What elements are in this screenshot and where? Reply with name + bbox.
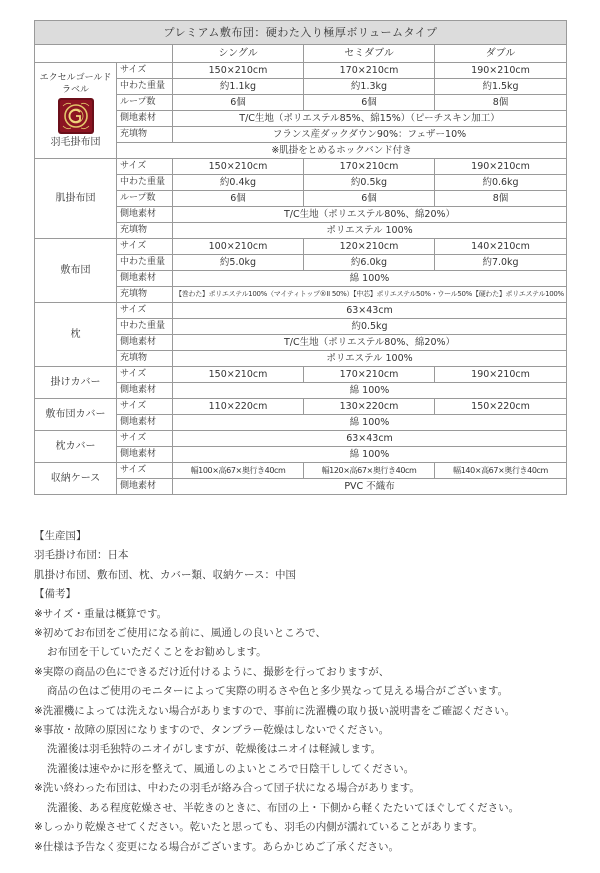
row-label: 中わた重量 — [117, 175, 173, 191]
value-cell: 6個 — [304, 191, 435, 207]
value-cell: 6個 — [173, 191, 304, 207]
value-cell: T/C生地（ポリエステル80%、綿20%） — [173, 335, 567, 351]
note-line: 洗濯後、ある程度乾燥させ、半乾きのときに、布団の上・下側から軽くたたいてほぐしてください。 — [47, 801, 520, 814]
value-cell: 約0.5kg — [173, 319, 567, 335]
value-cell: 170×210cm — [304, 367, 435, 383]
table-row — [35, 431, 567, 447]
column-header: セミダブル — [304, 45, 435, 63]
note-line: ※洗濯機によっては洗えない場合がありますので、事前に洗濯機の取り扱い説明書をご確認ください。 — [34, 704, 516, 717]
value-cell: PVC 不織布 — [173, 479, 567, 495]
row-label: 中わた重量 — [117, 255, 173, 271]
value-cell: 110×220cm — [173, 399, 304, 415]
label-badge-icon — [58, 98, 94, 134]
table-row — [35, 159, 567, 175]
value-cell: 63×43cm — [173, 431, 567, 447]
row-label: サイズ — [117, 399, 173, 415]
value-cell: 150×210cm — [173, 63, 304, 79]
product-name: 収納ケース — [50, 472, 101, 484]
value-cell: 幅140×高67×奥行き40cm — [435, 463, 567, 479]
value-cell: 約1.5kg — [435, 79, 567, 95]
column-header: ダブル — [435, 45, 567, 63]
row-label: サイズ — [117, 63, 173, 79]
note-line: 肌掛け布団、敷布団、枕、カバー類、収納ケース：中国 — [34, 568, 296, 581]
value-cell: 190×210cm — [435, 367, 567, 383]
value-cell: 約0.5kg — [304, 175, 435, 191]
row-label: 側地素材 — [117, 111, 173, 127]
row-note: ※肌掛をとめるホックバンド付き — [117, 143, 567, 159]
value-cell: 約1.3kg — [304, 79, 435, 95]
notes-section — [34, 527, 594, 857]
value-cell: T/C生地（ポリエステル80%、綿20%） — [173, 207, 567, 223]
value-cell: 【巻わた】ポリエステル100%（マイティトップ®II 50%）【中芯】ポリエステル50%・ウール50%【硬わた】ポリエステル100% — [173, 287, 567, 303]
row-label: 側地素材 — [117, 479, 173, 495]
value-cell: ポリエステル 100% — [173, 223, 567, 239]
title-row — [35, 21, 567, 45]
value-cell: 6個 — [304, 95, 435, 111]
product-name: 枕カバー — [55, 440, 96, 452]
value-cell: 約5.0kg — [173, 255, 304, 271]
value-cell: 約6.0kg — [304, 255, 435, 271]
spec-table — [34, 20, 567, 495]
product-name: 敷布団 — [60, 264, 91, 276]
value-cell: 約1.1kg — [173, 79, 304, 95]
row-label: 中わた重量 — [117, 79, 173, 95]
row-label: 側地素材 — [117, 415, 173, 431]
value-cell: 綿 100% — [173, 415, 567, 431]
badge-label: エクセルゴールドラベル — [39, 73, 112, 95]
value-cell: 170×210cm — [304, 159, 435, 175]
table-row — [35, 399, 567, 415]
value-cell: 幅100×高67×奥行き40cm — [173, 463, 304, 479]
value-cell: 6個 — [173, 95, 304, 111]
product-name-cell — [35, 303, 117, 367]
note-line: ※洗い終わった布団は、中わたの羽毛が絡み合って団子状になる場合があります。 — [34, 782, 420, 795]
table-row — [35, 367, 567, 383]
row-label: 側地素材 — [117, 271, 173, 287]
note-line: ※サイズ・重量は概算です。 — [34, 607, 168, 620]
row-label: サイズ — [117, 367, 173, 383]
note-line: 商品の色はご使用のモニターによって実際の明るさや色と多少異なって見える場合がございます。 — [47, 685, 509, 698]
product-name: 肌掛布団 — [55, 192, 96, 204]
row-label: ループ数 — [117, 95, 173, 111]
note-line: ※実際の商品の色にできるだけ近付けるように、撮影を行っておりますが、 — [34, 665, 390, 678]
value-cell: 約0.4kg — [173, 175, 304, 191]
row-label: 側地素材 — [117, 207, 173, 223]
row-label: 充填物 — [117, 351, 173, 367]
value-cell: 8個 — [435, 95, 567, 111]
row-label: サイズ — [117, 239, 173, 255]
note-line: 【生産国】 — [34, 530, 87, 542]
product-name-cell — [35, 463, 117, 495]
product-name-cell — [35, 367, 117, 399]
row-label: 充填物 — [117, 223, 173, 239]
value-cell: 140×210cm — [435, 239, 567, 255]
row-label: サイズ — [117, 159, 173, 175]
note-line: 洗濯後は羽毛独特のニオイがしますが、乾燥後はニオイは軽減します。 — [47, 743, 382, 756]
product-name-cell — [35, 159, 117, 239]
column-header: シングル — [173, 45, 304, 63]
value-cell: 綿 100% — [173, 383, 567, 399]
row-label: 側地素材 — [117, 447, 173, 463]
note-line: ※事故・故障の原因になりますので、タンブラー乾燥はしないでください。 — [34, 724, 390, 737]
note-line: 洗濯後は速やかに形を整えて、風通しのよいところで日陰干ししてください。 — [47, 762, 415, 775]
value-cell: 幅120×高67×奥行き40cm — [304, 463, 435, 479]
table-row — [35, 463, 567, 479]
row-label: ループ数 — [117, 191, 173, 207]
value-cell: 120×210cm — [304, 239, 435, 255]
column-header-row — [35, 45, 567, 63]
row-label: サイズ — [117, 303, 173, 319]
value-cell: 63×43cm — [173, 303, 567, 319]
product-name: 敷布団カバー — [45, 408, 106, 420]
value-cell: 150×210cm — [173, 367, 304, 383]
table-row — [35, 303, 567, 319]
value-cell: 8個 — [435, 191, 567, 207]
value-cell: 100×210cm — [173, 239, 304, 255]
value-cell: 約7.0kg — [435, 255, 567, 271]
table-title: プレミアム敷布団：硬わた入り極厚ボリュームタイプ — [35, 21, 567, 45]
note-line: ※初めてお布団をご使用になる前に、風通しの良いところで、 — [34, 627, 326, 640]
value-cell: T/C生地（ポリエステル85%、綿15%）（ピーチスキン加工） — [173, 111, 567, 127]
product-name-cell — [35, 399, 117, 431]
value-cell: 約0.6kg — [435, 175, 567, 191]
value-cell: 150×210cm — [173, 159, 304, 175]
product-name: 羽毛掛布団 — [50, 137, 101, 148]
header-blank — [35, 45, 173, 63]
row-label: 中わた重量 — [117, 319, 173, 335]
note-line: 【備考】 — [34, 588, 76, 601]
value-cell: フランス産ダックダウン90%：フェザー10% — [173, 127, 567, 143]
product-name: 枕 — [70, 328, 81, 340]
product-name-cell — [35, 239, 117, 303]
table-row — [35, 239, 567, 255]
note-line: ※仕様は予告なく変更になる場合がございます。あらかじめご了承ください。 — [34, 840, 399, 853]
row-label: 充填物 — [117, 127, 173, 143]
row-label: 充填物 — [117, 287, 173, 303]
note-line: 羽毛掛け布団：日本 — [34, 549, 129, 562]
value-cell: ポリエステル 100% — [173, 351, 567, 367]
note-line: ※しっかり乾燥させてください。乾いたと思っても、羽毛の内側が濡れていることがあります。 — [34, 821, 483, 834]
product-name: 掛けカバー — [50, 376, 101, 388]
value-cell: 170×210cm — [304, 63, 435, 79]
value-cell: 190×210cm — [435, 159, 567, 175]
product-name-cell — [35, 431, 117, 463]
row-label: サイズ — [117, 463, 173, 479]
value-cell: 綿 100% — [173, 271, 567, 287]
value-cell: 150×220cm — [435, 399, 567, 415]
row-label: 側地素材 — [117, 335, 173, 351]
note-line: お布団を干していただくことをお勧めします。 — [47, 646, 267, 659]
row-label: サイズ — [117, 431, 173, 447]
product-name-cell — [35, 63, 117, 159]
value-cell: 130×220cm — [304, 399, 435, 415]
row-label: 側地素材 — [117, 383, 173, 399]
value-cell: 190×210cm — [435, 63, 567, 79]
table-row — [35, 63, 567, 79]
value-cell: 綿 100% — [173, 447, 567, 463]
